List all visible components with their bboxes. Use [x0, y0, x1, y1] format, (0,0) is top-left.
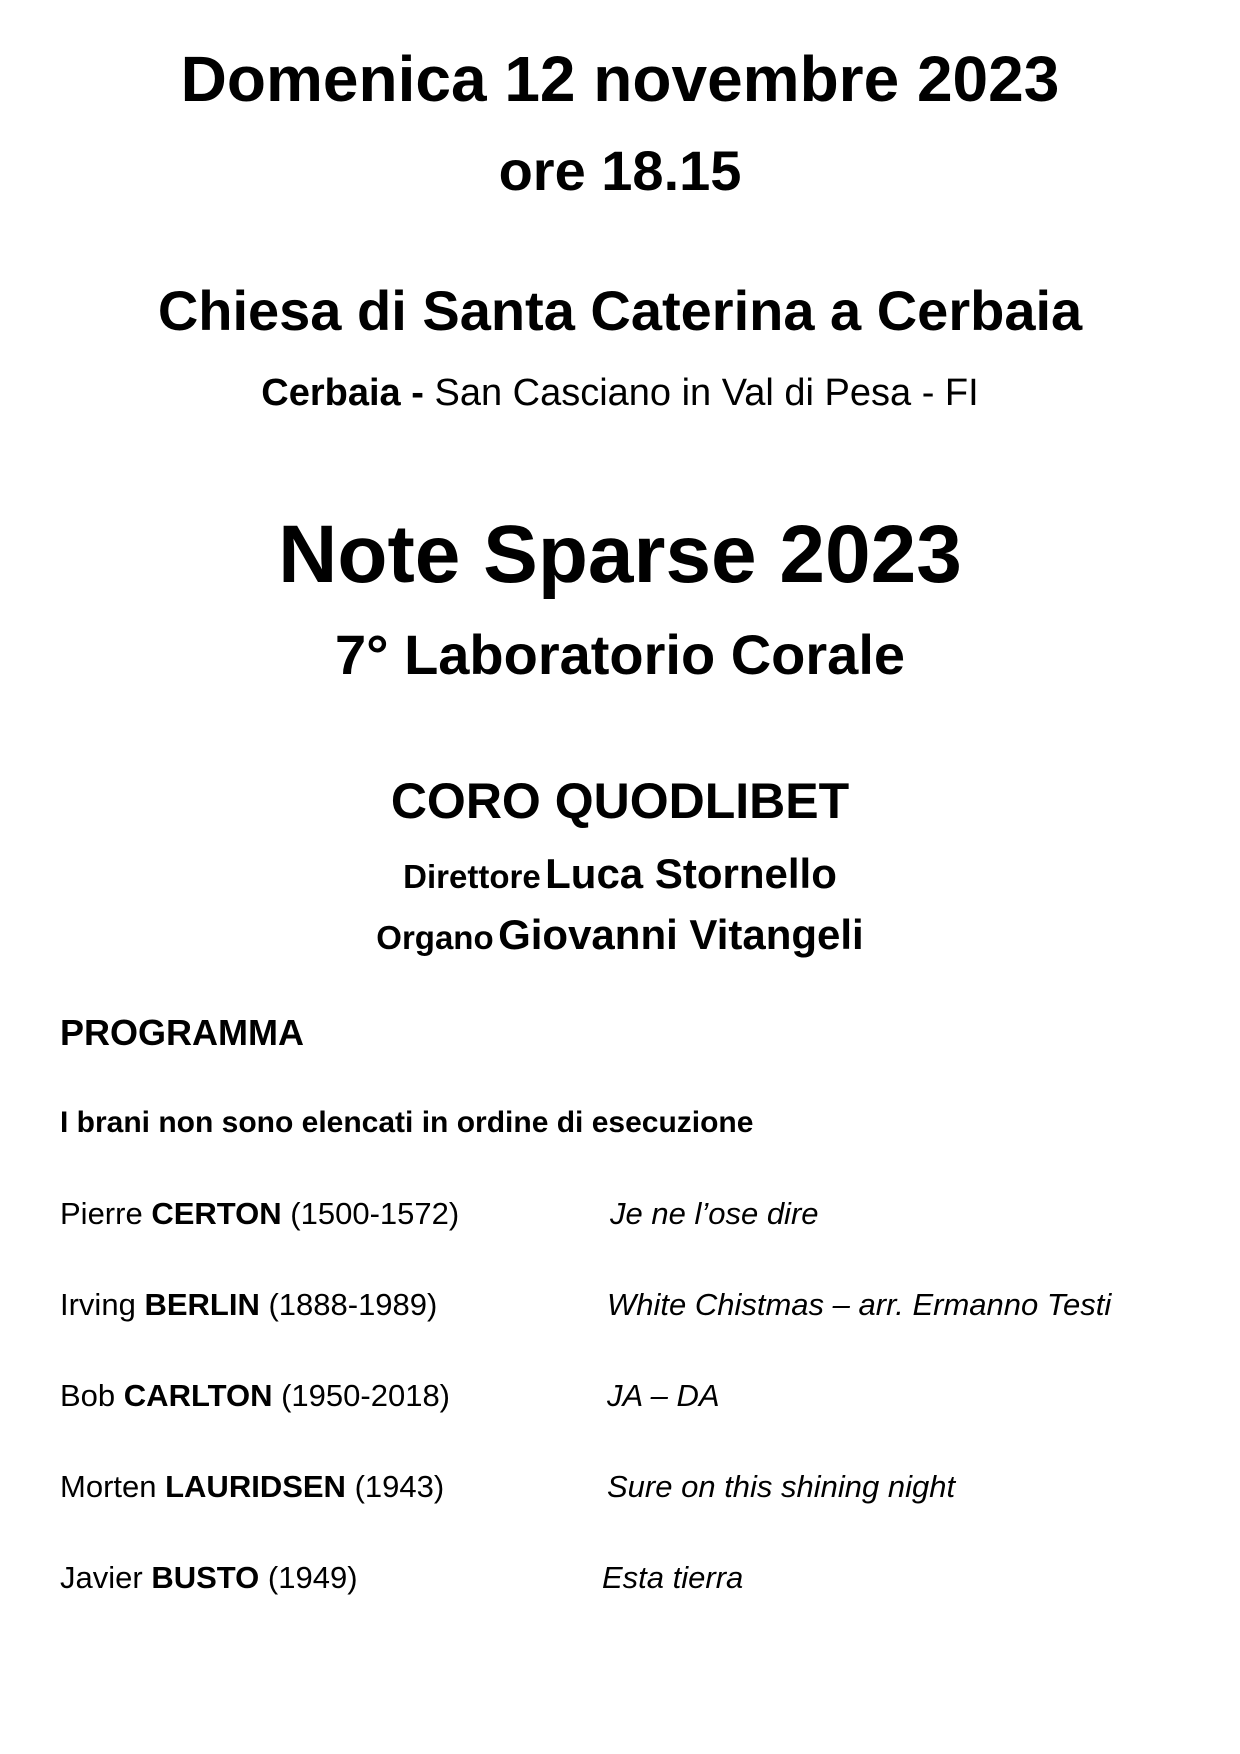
director-line — [0, 850, 1240, 898]
director-name: Luca Stornello — [545, 850, 837, 897]
composer — [60, 1196, 459, 1232]
composer-first-name: Bob — [60, 1378, 116, 1413]
composer-first-name: Pierre — [60, 1196, 143, 1231]
composer-first-name: Javier — [60, 1560, 143, 1595]
venue-locality: Cerbaia - — [261, 372, 424, 414]
composer-dates: (1950-2018) — [281, 1378, 451, 1413]
composer — [60, 1560, 358, 1596]
program-item — [60, 1560, 1200, 1604]
event-date: Domenica 12 novembre 2023 — [180, 43, 1060, 115]
piece-title: Je ne l’ose dire — [610, 1196, 819, 1231]
piece-title: Esta tierra — [602, 1560, 744, 1595]
organ-name: Giovanni Vitangeli — [498, 911, 864, 958]
composer-dates: (1888-1989) — [268, 1287, 438, 1322]
organ-line — [0, 911, 1240, 959]
event-time: ore 18.15 — [498, 139, 742, 202]
choir-name: CORO QUODLIBET — [390, 773, 850, 829]
composer-dates: (1949) — [267, 1560, 358, 1595]
program-item — [60, 1469, 1200, 1513]
composer — [60, 1378, 450, 1414]
composer-first-name: Morten — [60, 1469, 157, 1504]
composer-last-name: LAURIDSEN — [165, 1469, 346, 1504]
piece-title: White Chistmas – arr. Ermanno Testi — [607, 1287, 1112, 1322]
concert-subtitle: 7° Laboratorio Corale — [334, 623, 906, 686]
composer-last-name: BERLIN — [144, 1287, 260, 1322]
piece-title: Sure on this shining night — [607, 1469, 956, 1504]
composer-last-name: CERTON — [151, 1196, 282, 1231]
piece-title: JA – DA — [607, 1378, 720, 1413]
program-heading: PROGRAMMA — [60, 1012, 304, 1053]
program-item — [60, 1196, 1200, 1240]
director-role: Direttore — [403, 858, 541, 895]
composer-last-name: BUSTO — [151, 1560, 260, 1595]
venue-address: San Casciano in Val di Pesa - FI — [434, 372, 979, 414]
composer-last-name: CARLTON — [123, 1378, 273, 1413]
composer-dates: (1500-1572) — [290, 1196, 460, 1231]
organ-role: Organo — [376, 919, 494, 956]
program-item — [60, 1378, 1200, 1422]
composer-first-name: Irving — [60, 1287, 136, 1322]
composer — [60, 1469, 444, 1505]
concert-title: Note Sparse 2023 — [278, 509, 962, 600]
program-note: I brani non sono elencati in ordine di esecuzione — [60, 1106, 754, 1139]
venue-location — [0, 372, 1240, 415]
composer — [60, 1287, 437, 1323]
venue-name: Chiesa di Santa Caterina a Cerbaia — [157, 279, 1083, 342]
program-item — [60, 1287, 1200, 1331]
composer-dates: (1943) — [354, 1469, 445, 1504]
